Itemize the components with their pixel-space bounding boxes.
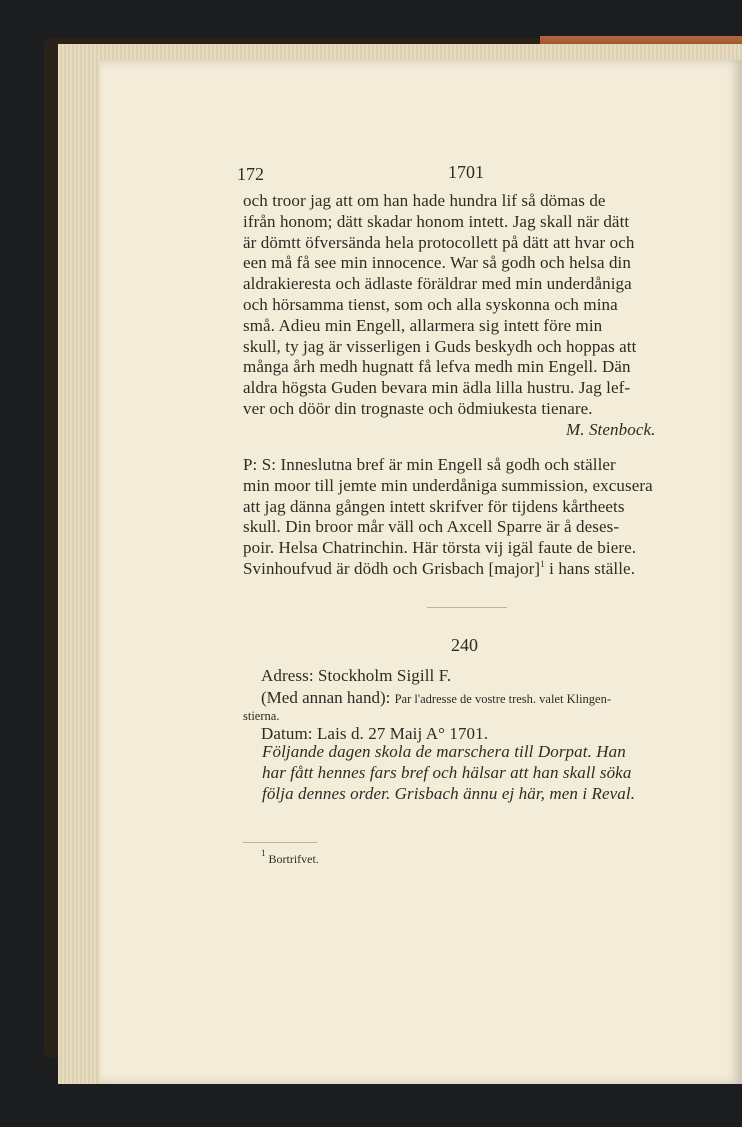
- letter-line: och troor jag att om han hade hundra lif så dömas de: [243, 191, 606, 210]
- footnote-marker: 1: [540, 558, 545, 569]
- postscript-line: min moor till jemte min underdåniga summission, excusera: [243, 475, 653, 495]
- summary-line: Följande dagen skola de marschera till Dorpat. Han: [262, 742, 626, 761]
- postscript: [243, 455, 653, 580]
- section-divider: [427, 607, 507, 608]
- summary-line: har fått hennes fars bref och hälsar att han skall söka: [262, 762, 632, 782]
- other-hand-text: Par l'adresse de vostre tresh. valet Klingen-: [394, 692, 612, 706]
- letter-line: och hörsamma tienst, som och alla syskonna och mina: [243, 294, 618, 314]
- summary-paragraph: [262, 742, 635, 804]
- date-line: Datum: Lais d. 27 Maij A° 1701.: [261, 724, 489, 743]
- postscript-line: poir. Helsa Chatrinchin. Här törsta vij igäl faute de biere.: [243, 538, 637, 558]
- footnote-number: 1: [261, 848, 266, 858]
- letter-line: ifrån honom; dätt skadar honom intett. Jag skall när dätt: [243, 211, 630, 231]
- letter-line: är dömtt öfversända hela protocollett på dätt att hvar och: [243, 232, 635, 252]
- letter-number: 240: [451, 635, 478, 655]
- letter-line: aldrakieresta och ädlaste föräldrar med min underdåniga: [243, 274, 632, 294]
- postscript-line: Svinhoufvud är dödh och Grisbach [major]$^1$ i hans ställe.: [243, 558, 636, 578]
- letter-body: [243, 191, 636, 420]
- letter-line: små. Adieu min Engell, allarmera sig intett före min: [243, 315, 603, 335]
- address-line: Adress: Stockholm Sigill F.: [261, 666, 452, 685]
- other-hand-continuation: stierna.: [243, 709, 280, 723]
- book-page: [100, 60, 742, 1084]
- postscript-line: skull. Din broor mår väll och Axcell Sparre är å deses-: [243, 517, 620, 537]
- postscript-line: att jag dänna gången intett skrifver för tijdens kårtheets: [243, 496, 625, 516]
- page-year: 1701: [448, 162, 484, 182]
- letter-line: skull, ty jag är visserligen i Guds beskydh och hoppas att: [243, 336, 637, 356]
- letter-line: een må få see min innocence. War så godh och helsa din: [243, 253, 631, 273]
- summary-line: följa dennes order. Grisbach ännu ej här, men i Reval.: [262, 783, 636, 803]
- other-hand-note: [261, 688, 611, 708]
- footnote: [261, 848, 319, 867]
- letter-line: aldra högsta Guden bevara min ädla lilla hustru. Jag lef-: [243, 378, 631, 398]
- page-number: 172: [237, 164, 264, 184]
- footnote-text: Bortrifvet.: [268, 852, 319, 866]
- postscript-line: P: S: Inneslutna bref är min Engell så godh och ställer: [243, 455, 616, 474]
- other-hand-label: (Med annan hand):: [261, 688, 391, 707]
- footnote-rule: [243, 842, 317, 843]
- letter-line: många årh medh hugnatt få lefva medh min Engell. Dän: [243, 357, 631, 377]
- signature: M. Stenbock.: [566, 420, 656, 439]
- letter-line: ver och döör din trognaste och ödmiukesta tienare.: [243, 398, 593, 418]
